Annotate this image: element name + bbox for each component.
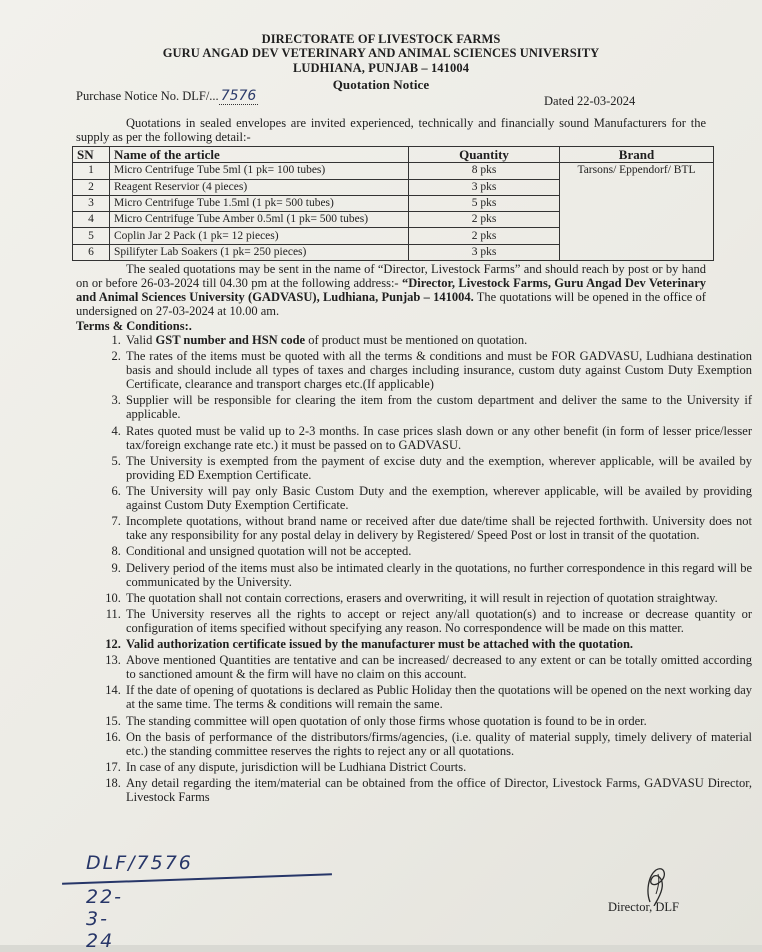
- purchase-notice-number: [76, 88, 258, 104]
- term-item: 6. The University will pay only Basic Custom Duty and the exemption, wherever applicable, will be availed by providing against Custom Duty Exemption Certificate.: [124, 484, 752, 512]
- submission-address: “Director, Livestock Farms, Guru Angad Dev Veterinary and Animal Sciences University (GADVASU), Ludhiana, Punjab – 141004.: [76, 276, 706, 304]
- submission-opening: The quotations will be opened in the office of undersigned on 27-03-2024 at 10.00 am.: [76, 290, 706, 318]
- term-item: 16. On the basis of performance of the distributors/firms/agencies, (i.e. quality of material supply, timely delivery of material etc.) the standing committee reserves the rights to reject any or all quotations.: [124, 730, 752, 758]
- cell-article: Reagent Reservior (4 pieces): [110, 179, 409, 195]
- terms-heading: Terms & Conditions:.: [76, 319, 192, 333]
- cell-quantity: 2 pks: [409, 212, 560, 228]
- term-item: 7. Incomplete quotations, without brand name or received after due date/time shall be rejected forthwith. University does not take any responsibility for any postal delay in delivery by Registered/ Speed Post or lost in transit of the quotation.: [124, 514, 752, 542]
- term-item: 4. Rates quoted must be valid up to 2-3 months. In case prices slash down or any other benefit (in form of lesser price/lesser tax/foreign exchange rate etc.) it must be passed on to GADVASU.: [124, 424, 752, 452]
- header-sn: SN: [73, 147, 110, 163]
- cell-quantity: 2 pks: [409, 228, 560, 244]
- term-item: 9. Delivery period of the items must also be intimated clearly in the quotations, no further correspondence in this regard will be communicated by the University.: [124, 561, 752, 589]
- terms-list: [76, 333, 752, 806]
- table-row: [73, 163, 714, 179]
- notice-number-handwritten: 7576: [220, 88, 257, 104]
- cell-article: Micro Centrifuge Tube 5ml (1 pk= 100 tubes): [110, 163, 409, 179]
- cell-quantity: 3 pks: [409, 244, 560, 260]
- handwritten-underline: [62, 873, 332, 884]
- submission-text: The sealed quotations may be sent in the name of “Director, Livestock Farms” and should reach by post or by hand on or before 26-03-2024 till 04.30 pm at the following address:-: [76, 262, 706, 290]
- header-quantity: Quantity: [409, 147, 560, 163]
- cell-quantity: 8 pks: [409, 163, 560, 179]
- header-directorate: DIRECTORATE OF LIVESTOCK FARMS: [261, 32, 501, 46]
- notice-date: Dated 22-03-2024: [544, 94, 636, 108]
- cell-article: Coplin Jar 2 Pack (1 pk= 12 pieces): [110, 228, 409, 244]
- cell-sn: 1: [73, 163, 110, 179]
- term-item: 18. Any detail regarding the item/material can be obtained from the office of Director, Livestock Farms, GADVASU Director, Livestock Farms: [124, 776, 752, 804]
- cell-brand: Tarsons/ Eppendorf/ BTL: [560, 163, 714, 261]
- term-item: 12. Valid authorization certificate issued by the manufacturer must be attached with the quotation.: [124, 637, 752, 651]
- term-item: 13. Above mentioned Quantities are tentative and can be increased/ decreased to any extent or can be totally omitted according to sanctioned amount & the firm will have no claim on this account.: [124, 653, 752, 681]
- cell-quantity: 3 pks: [409, 179, 560, 195]
- header-location: LUDHIANA, PUNJAB – 141004: [292, 61, 470, 75]
- term-item: [124, 333, 752, 347]
- term-text: Valid: [126, 333, 156, 347]
- notice-prefix: Purchase Notice No. DLF/...: [76, 89, 219, 103]
- page-title: Quotation Notice: [332, 77, 430, 92]
- cell-article: Micro Centrifuge Tube Amber 0.5ml (1 pk= 500 tubes): [110, 212, 409, 228]
- term-item: 10. The quotation shall not contain corrections, erasers and overwriting, it will result in rejection of quotation straightway.: [124, 591, 752, 605]
- term-item: 2. The rates of the items must be quoted with all the terms & conditions and must be FOR GADVASU, Ludhiana destination basis and should include all types of taxes and charges including insurance, custom duty against Custom Duty Exemption Certificate, clearance and transport charges etc.(If applicable): [124, 349, 752, 391]
- table-header-row: [73, 147, 714, 163]
- term-item: 15. The standing committee will open quotation of only those firms whose quotation is found to be in order.: [124, 714, 752, 728]
- cell-sn: 4: [73, 212, 110, 228]
- term-item: 11. The University reserves all the rights to accept or reject any/all quotation(s) and to increase or decrease quantity or configuration of items specified without specifying any reason. No correspondence will be made on this matter.: [124, 607, 752, 635]
- cell-article: Micro Centrifuge Tube 1.5ml (1 pk= 500 tubes): [110, 195, 409, 211]
- signatory-title: Director, DLF: [608, 900, 680, 914]
- cell-sn: 5: [73, 228, 110, 244]
- header-article: Name of the article: [110, 147, 409, 163]
- cell-sn: 2: [73, 179, 110, 195]
- intro-paragraph: Quotations in sealed envelopes are invited experienced, technically and financially sound Manufacturers for the supply as per the following detail:-: [76, 116, 706, 144]
- term-item: 5. The University is exempted from the payment of excise duty and the exemption, wherever applicable, will be availed by providing ED Exemption Certificate.: [124, 454, 752, 482]
- header-university: GURU ANGAD DEV VETERINARY AND ANIMAL SCIENCES UNIVERSITY: [162, 46, 600, 60]
- term-text-bold: GST number and HSN code: [155, 333, 306, 347]
- term-item: 17. In case of any dispute, jurisdiction will be Ludhiana District Courts.: [124, 760, 752, 774]
- handwritten-ref-number: DLF/7576: [86, 852, 193, 874]
- cell-quantity: 5 pks: [409, 195, 560, 211]
- term-item: 8. Conditional and unsigned quotation will not be accepted.: [124, 544, 752, 558]
- items-table: [72, 146, 714, 261]
- term-text: of product must be mentioned on quotation.: [305, 333, 528, 347]
- cell-article: Spilifyter Lab Soakers (1 pk= 250 pieces): [110, 244, 409, 260]
- cell-sn: 6: [73, 244, 110, 260]
- handwritten-date: 22-3-24: [86, 886, 124, 952]
- term-item: 3. Supplier will be responsible for clearing the item from the custom department and deliver the same to the University if applicable.: [124, 393, 752, 421]
- header-brand: Brand: [560, 147, 714, 163]
- cell-sn: 3: [73, 195, 110, 211]
- submission-paragraph: [76, 262, 706, 318]
- term-item: 14. If the date of opening of quotations is declared as Public Holiday then the quotations will be opened on the next working day at the same time. The terms & conditions will remain the same.: [124, 683, 752, 711]
